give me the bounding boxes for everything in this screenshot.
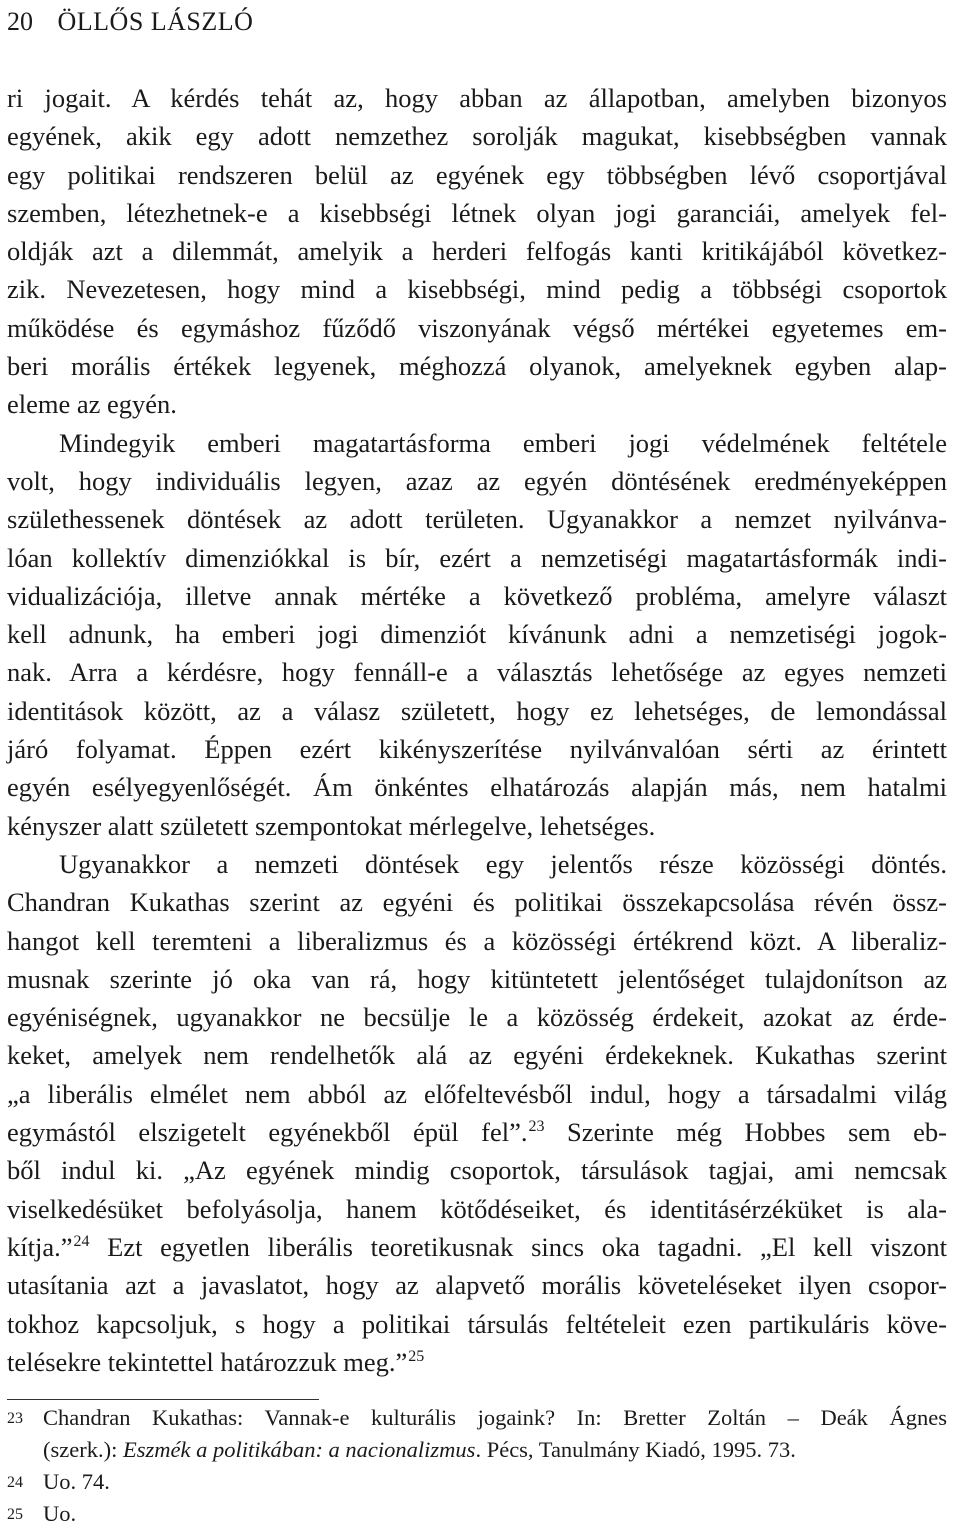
text-line: ből indul ki. „Az egyének mindig csoportok, társulások tagjai, ami nemcsak xyxy=(7,1155,947,1186)
footnote-text: (szerk.): xyxy=(43,1437,123,1462)
text-line: Chandran Kukathas szerint az egyéni és politikai összekapcsolása révén össz- xyxy=(7,887,947,918)
text-line: beri morális értékek legyenek, méghozzá olyanok, amelyeknek egyben alap- xyxy=(7,351,947,382)
line-part: Ezt egyetlen liberális teoretikusnak sincs oka tagadni. „El kell viszont xyxy=(89,1231,947,1262)
running-head-author: ÖLLŐS LÁSZLÓ xyxy=(57,7,254,36)
text-line: kényszer alatt született szempontokat mérlegelve, lehetséges. xyxy=(7,810,656,841)
text-line: járó folyamat. Éppen ezért kikényszerítése nyilvánvalóan sérti az érintett xyxy=(7,734,947,765)
footnotes xyxy=(7,1402,947,1530)
text-line: zik. Nevezetesen, hogy mind a kisebbségi, mind pedig a többségi csoportok xyxy=(7,274,947,305)
footnote-number: 23 xyxy=(7,1410,23,1427)
text-line xyxy=(7,1113,947,1151)
text-line: „a liberális elmélet nem abból az előfeltevésből indul, hogy a társadalmi világ xyxy=(7,1078,947,1109)
text-line: szemben, létezhetnek-e a kisebbségi létnek olyan jogi garanciái, amelyek fel- xyxy=(7,197,947,228)
text-line: eleme az egyén. xyxy=(7,389,177,420)
page-number: 20 xyxy=(7,7,33,36)
footnote-italic-title: Eszmék a politikában: a nacionalizmus xyxy=(122,1437,476,1462)
footnote-text: Chandran Kukathas: Vannak-e kulturális jogaink? In: Bretter Zoltán – Deák Ágnes xyxy=(43,1405,947,1430)
body-text xyxy=(7,79,947,1381)
line-part: Szerinte még Hobbes sem eb- xyxy=(544,1117,947,1148)
line-part: telésekre tekintettel határozzuk meg.” xyxy=(7,1346,408,1377)
footnote-25 xyxy=(7,1498,947,1530)
text-line xyxy=(7,1228,947,1266)
text-line: egyének, akik egy adott nemzethez sorolják magukat, kisebbségben vannak xyxy=(7,121,947,152)
text-line: musnak szerinte jó oka van rá, hogy kitüntetett jelentőséget tulajdonítson az xyxy=(7,963,947,994)
footnote-ref-23[interactable]: 23 xyxy=(528,1118,545,1136)
footnote-text: . Pécs, Tanulmány Kiadó, 1995. 73. xyxy=(475,1437,796,1462)
footnote-23 xyxy=(7,1402,947,1434)
text-line: kell adnunk, ha emberi jogi dimenziót kívánunk adni a nemzetiségi jogok- xyxy=(7,619,947,650)
text-line: nak. Arra a kérdésre, hogy fennáll-e a választás lehetősége az egyes nemzeti xyxy=(7,657,947,688)
text-line: születhessenek döntések az adott területen. Ugyanakkor a nemzet nyilvánva- xyxy=(7,504,947,535)
text-line: vidualizációja, illetve annak mértéke a következő probléma, amelyre választ xyxy=(7,580,947,611)
text-line xyxy=(7,1343,947,1381)
footnote-24 xyxy=(7,1466,947,1498)
line-part: kítja.” xyxy=(7,1231,73,1262)
footnote-text: Uo. 74. xyxy=(43,1469,110,1494)
text-line: egyéniségnek, ugyanakkor ne becsülje le a közösség érdekeit, azokat az érde- xyxy=(7,1002,947,1033)
text-line: utasítania azt a javaslatot, hogy az alapvető morális követeléseket ilyen csopor- xyxy=(7,1270,947,1301)
text-line: egyén esélyegyenlőségét. Ám önkéntes elhatározás alapján más, nem hatalmi xyxy=(7,772,947,803)
text-line: volt, hogy individuális legyen, azaz az egyén döntésének eredményeképpen xyxy=(7,465,947,496)
text-line: egy politikai rendszeren belül az egyének egy többségben lévő csoportjával xyxy=(7,159,947,190)
footnote-divider xyxy=(7,1399,319,1400)
text-line: Mindegyik emberi magatartásforma emberi jogi védelmének feltétele xyxy=(59,427,947,458)
footnote-23-continued xyxy=(7,1434,947,1466)
footnote-number: 24 xyxy=(7,1474,23,1491)
line-part: egymástól elszigetelt egyénekből épül fel”. xyxy=(7,1117,528,1148)
text-line: keket, amelyek nem rendelhetők alá az egyéni érdekeknek. Kukathas szerint xyxy=(7,1040,947,1071)
text-line: ri jogait. A kérdés tehát az, hogy abban az állapotban, amelyben bizonyos xyxy=(7,83,947,113)
text-line: tokhoz kapcsoljuk, s hogy a politikai társulás feltételeit ezen partikuláris köve- xyxy=(7,1308,947,1339)
text-line: hangot kell teremteni a liberalizmus és a közösségi értékrend közt. A liberaliz- xyxy=(7,925,947,956)
text-line: működése és egymáshoz fűződő viszonyának végső mértékei egyetemes em- xyxy=(7,312,947,343)
footnote-number: 25 xyxy=(7,1506,23,1523)
footnote-text: Uo. xyxy=(43,1501,77,1526)
footnote-ref-24[interactable]: 24 xyxy=(73,1232,90,1250)
footnote-ref-25[interactable]: 25 xyxy=(408,1347,425,1365)
running-header xyxy=(7,2,253,42)
text-line: viselkedésüket befolyásolja, hanem kötődéseiket, és identitásérzéküket is ala- xyxy=(7,1193,947,1224)
text-line: Ugyanakkor a nemzeti döntések egy jelentős része közösségi döntés. xyxy=(59,848,947,879)
text-line: identitások között, az a válasz született, hogy ez lehetséges, de lemondással xyxy=(7,695,947,726)
text-line: lóan kollektív dimenziókkal is bír, ezért a nemzetiségi magatartásformák indi- xyxy=(7,542,947,573)
text-line: oldják azt a dilemmát, amelyik a herderi felfogás kanti kritikájából következ- xyxy=(7,236,947,267)
